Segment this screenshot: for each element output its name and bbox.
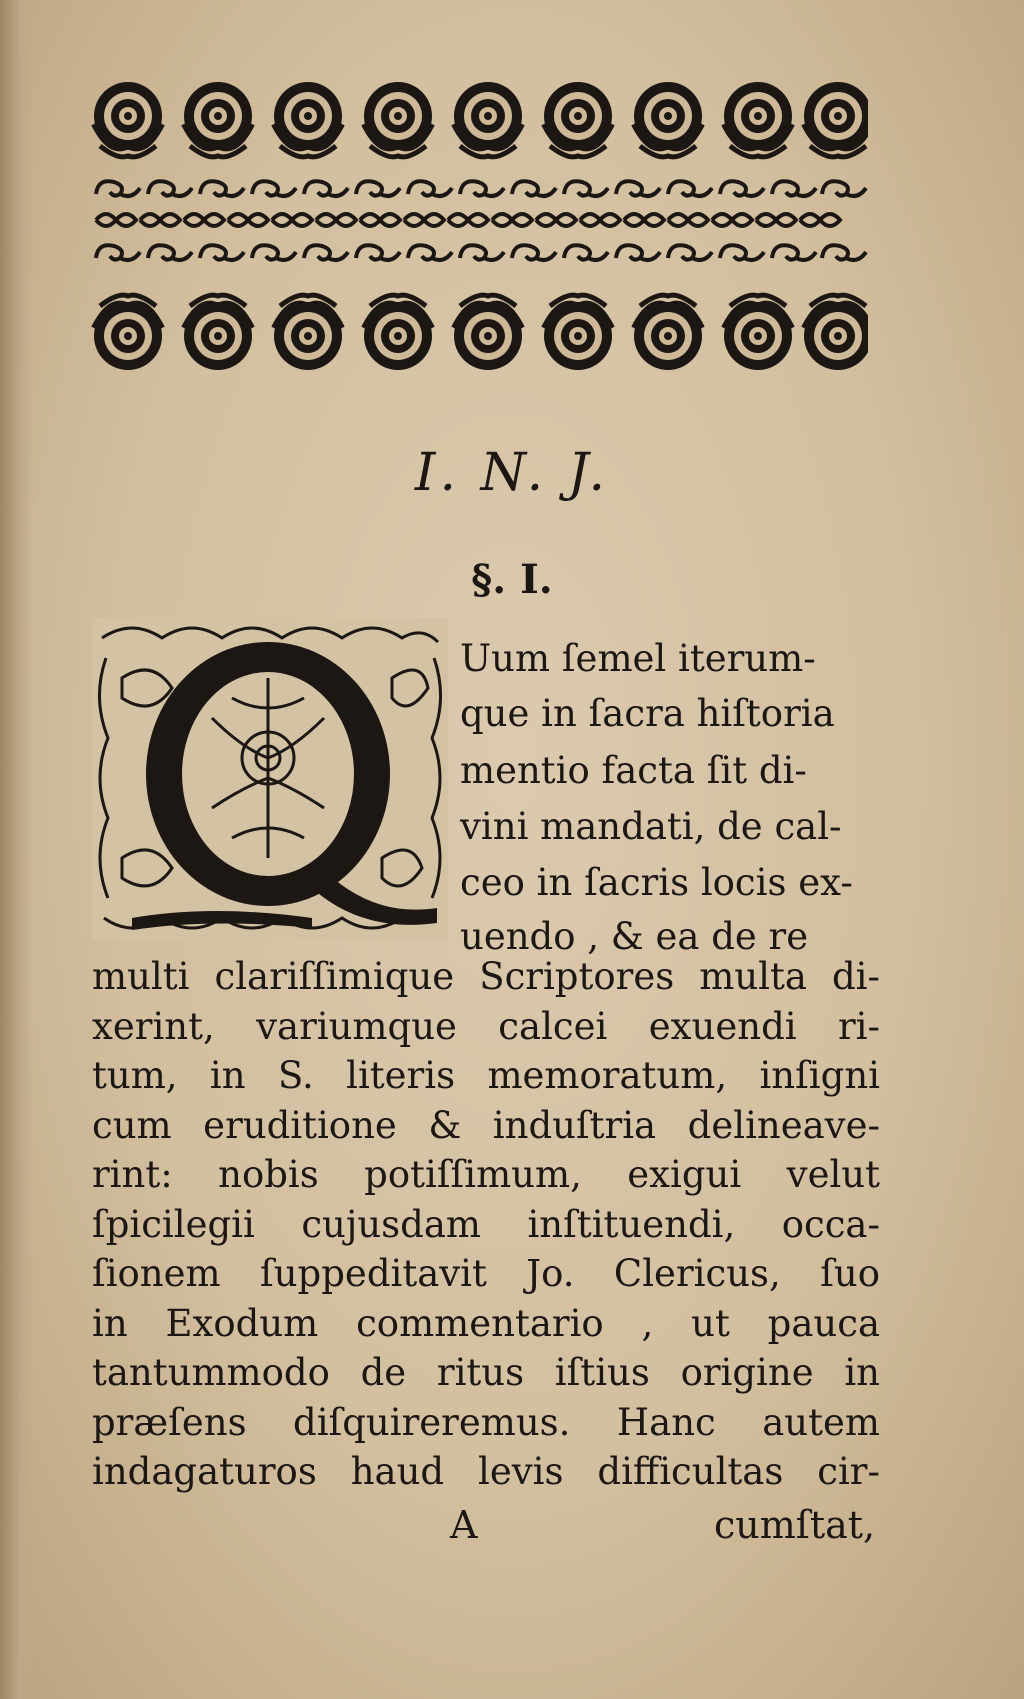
body-line-15: tantummodo de ritus iſtius origine in — [92, 1351, 880, 1394]
body-line-6: uendo , & ea de re — [460, 915, 809, 958]
signature-mark: A — [450, 1503, 478, 1547]
body-line-17: indagaturos haud levis difficultas cir- — [92, 1450, 880, 1493]
body-line-12: ſpicilegii cujusdam inſtituendi, occa- — [92, 1202, 880, 1246]
section-number: §. I. — [471, 556, 553, 603]
body-line-7: multi clariſſimique Scriptores multa di- — [92, 955, 880, 998]
body-line-8: xerint, variumque calcei exuendi ri- — [92, 1004, 880, 1048]
catchword: cumſtat, — [714, 1503, 876, 1547]
page-heading: I. N. J. — [414, 443, 610, 503]
body-line-13: ſionem ſuppeditavit Jo. Clericus, ſuo — [92, 1252, 880, 1295]
body-line-10: cum eruditione & induſtria delineave- — [92, 1103, 880, 1147]
page-edge-shadow — [0, 0, 34, 1699]
body-line-4: vini mandati, de cal- — [460, 805, 842, 848]
body-line-1: Uum ſemel iterum- — [460, 637, 816, 680]
body-line-14: in Exodum commentario , ut pauca — [92, 1301, 880, 1345]
printers-ornament-band — [88, 68, 868, 388]
decorated-initial-letter — [92, 618, 448, 940]
body-line-16: præſens diſquireremus. Hanc autem — [92, 1400, 880, 1444]
body-line-11: rint: nobis potiſſimum, exigui velut — [92, 1153, 880, 1196]
body-line-3: mentio facta ſit di- — [460, 749, 807, 792]
body-line-9: tum, in S. literis memoratum, inſigni — [92, 1054, 880, 1097]
body-line-5: ceo in ſacris locis ex- — [460, 861, 853, 904]
body-line-2: que in ſacra hiſtoria — [460, 692, 835, 735]
